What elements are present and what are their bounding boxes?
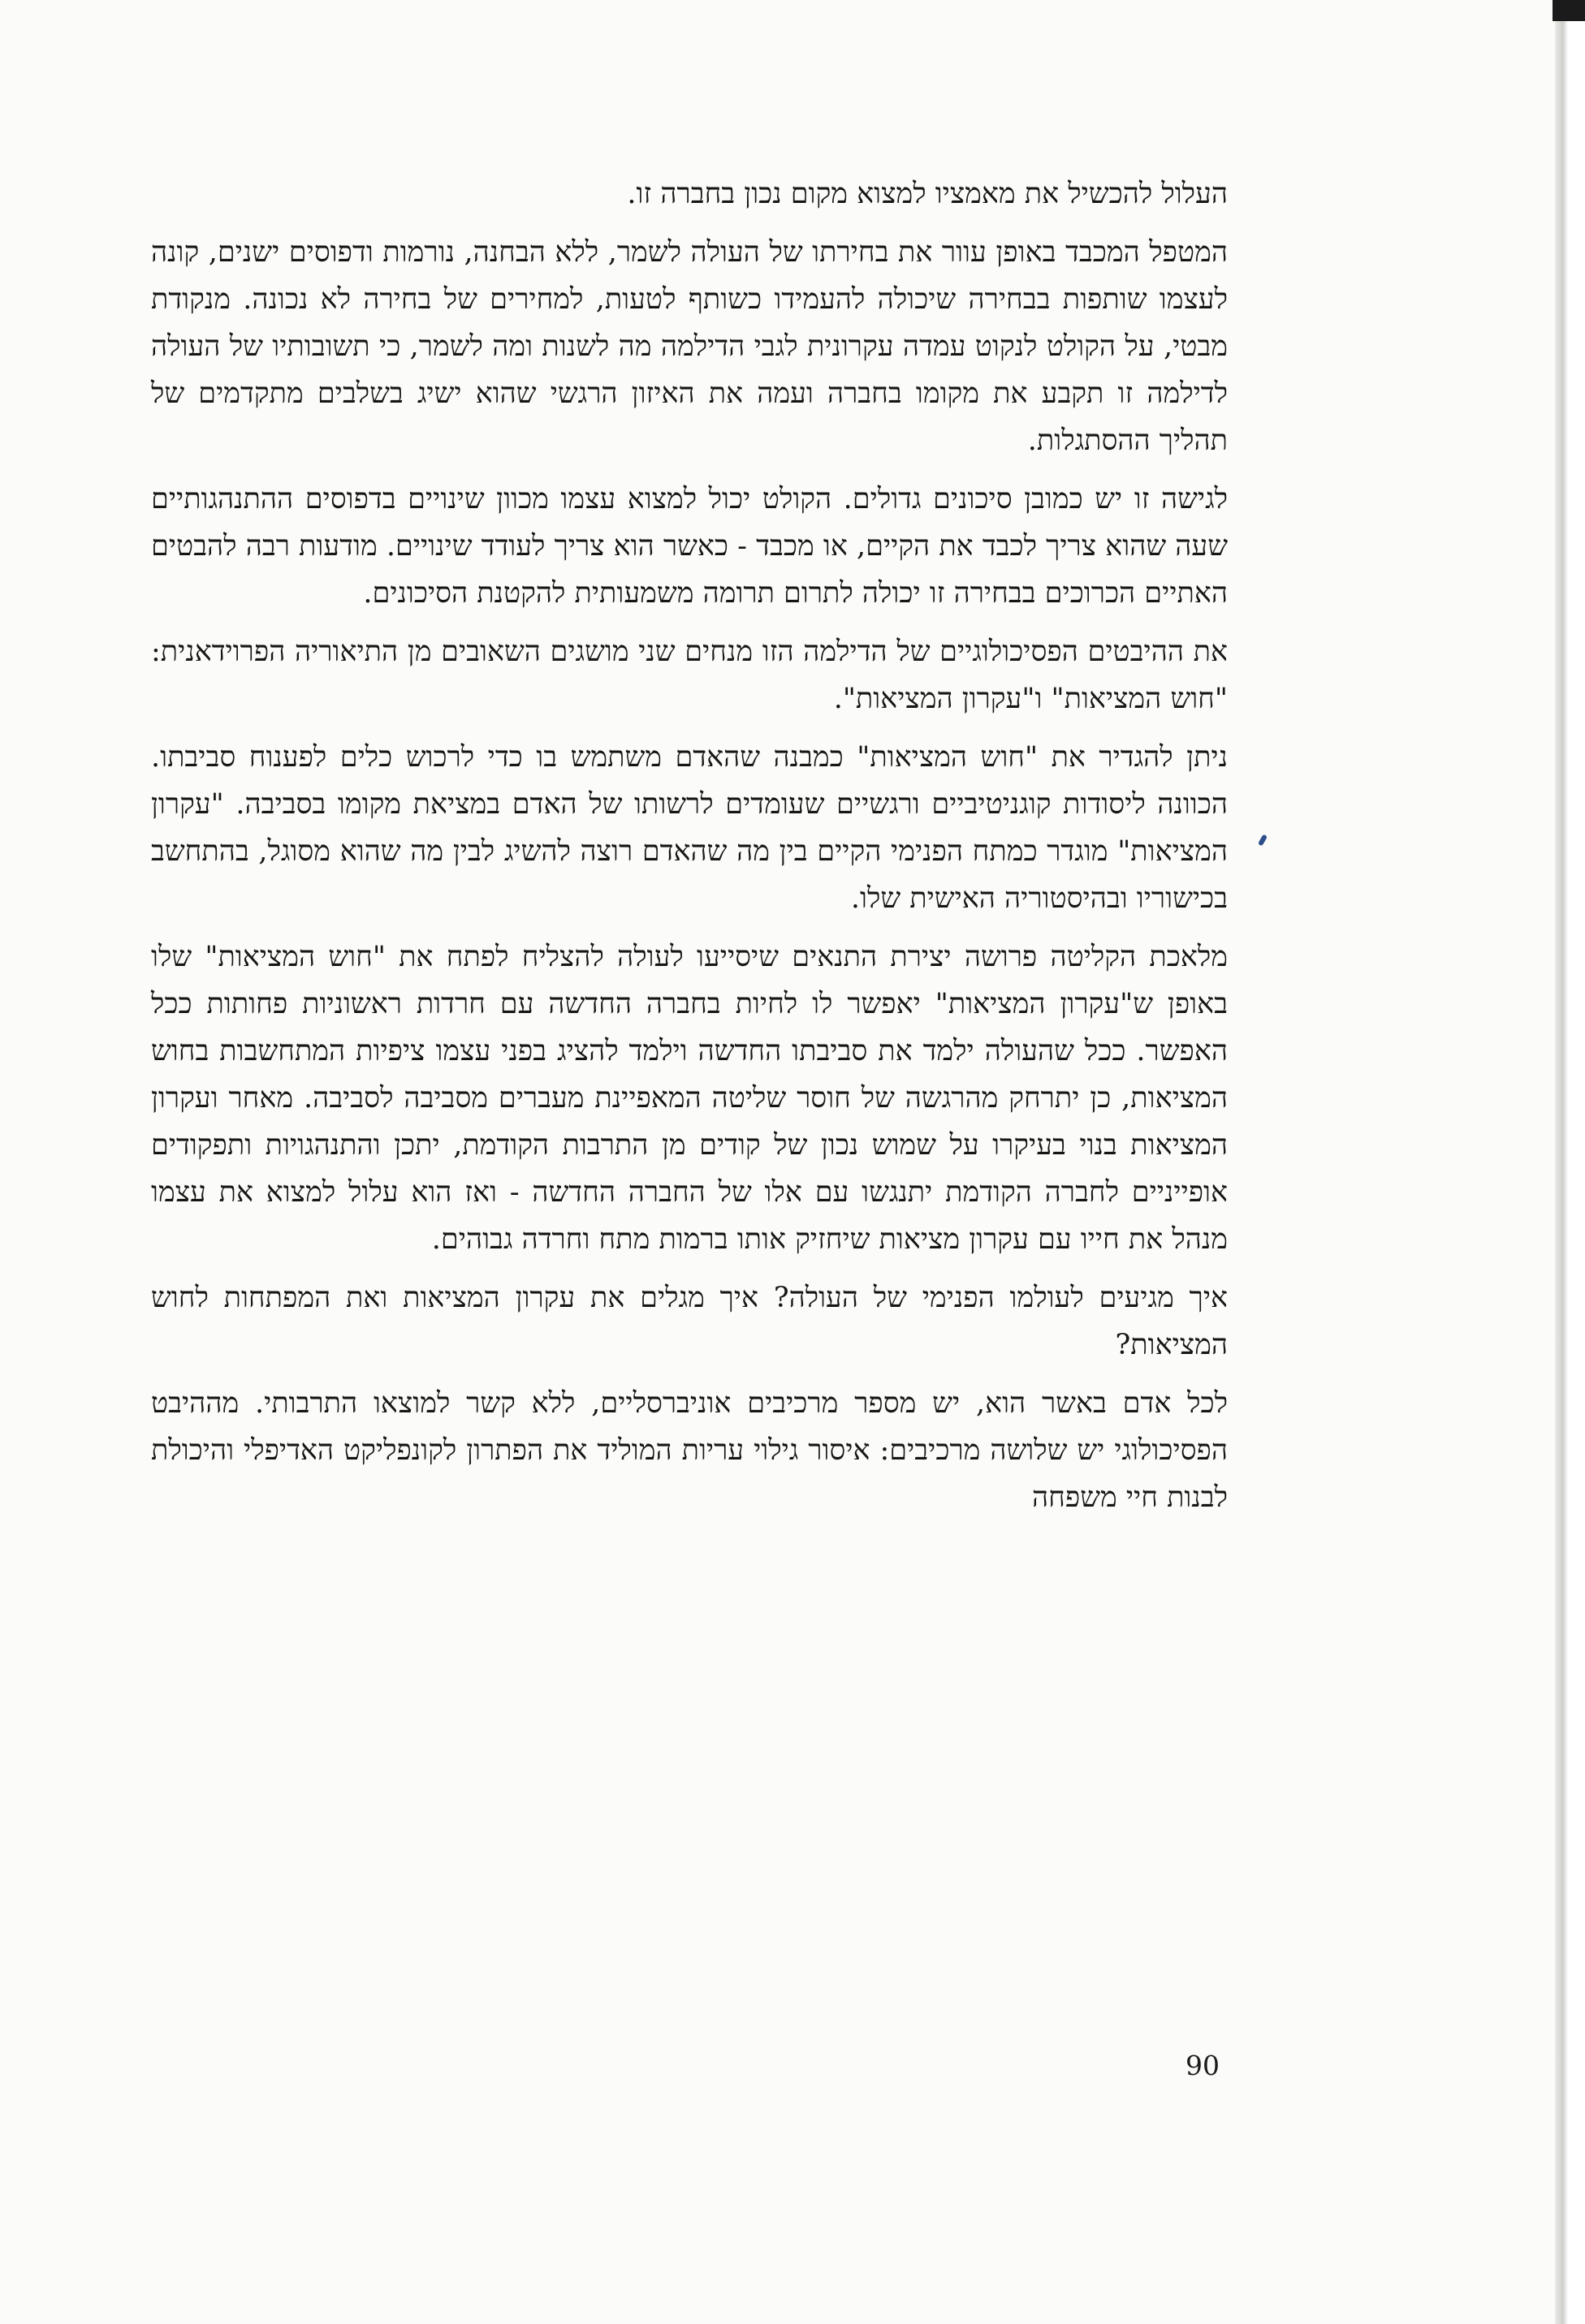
paragraph: המטפל המכבד באופן עוור את בחירתו של העולה לשמר, ללא הבחנה, נורמות ודפוסים ישנים, קונה לעצמו שותפות בבחירה שיכולה להעמידו כשותף לטעות, למחירים של בחירה לא נכונה. מנקודת מבטי, על הקולט לנקוט עמדה עקרונית לגבי הדילמה מה לשנות ומה לשמר, כי תשובותיו של העולה לדילמה זו תקבע את מקומו בחברה ועמה את האיזון הרגשי שהוא ישיג בשלבים מתקדמים של תהליך ההסתגלות. bbox=[151, 236, 1228, 457]
paragraph: איך מגיעים לעולמו הפנימי של העולה? איך מגלים את עקרון המציאות ואת המפתחות לחוש המציאות? bbox=[151, 1282, 1228, 1361]
page-edge bbox=[1555, 0, 1585, 2324]
paragraph: לכל אדם באשר הוא, יש מספר מרכיבים אוניברסליים, ללא קשר למוצאו התרבותי. מההיבט הפסיכולוגי יש שלושה מרכיבים: איסור גילוי עריות המוליד את הפתרון לקונפליקט האדיפלי והיכולת לבנות חיי משפחה bbox=[151, 1387, 1228, 1514]
paragraph: לגישה זו יש כמובן סיכונים גדולים. הקולט יכול למצוא עצמו מכוון שינויים בדפוסים ההתנהגותיים שעה שהוא צריך לכבד את הקיים, או מכבד - כאשר הוא צריך לעודד שינויים. מודעות רבה להבטים האתיים הכרוכים בבחירה זו יכולה לתרום תרומה משמעותית להקטנת הסיכונים. bbox=[151, 483, 1228, 610]
paragraph: את ההיבטים הפסיכולוגיים של הדילמה הזו מנחים שני מושגים השאובים מן התיאוריה הפרוידאנית: "חוש המציאות" ו"עקרון המציאות". bbox=[151, 636, 1228, 715]
paragraph: ניתן להגדיר את "חוש המציאות" כמבנה שהאדם משתמש בו כדי לרכוש כלים לפענוח סביבתו. הכוונה ליסודות קוגניטיביים ורגשיים שעומדים לרשותו של האדם במציאת מקומו בסביבה. "עקרון המציאות" מוגדר כמתח הפנימי הקיים בין מה שהאדם רוצה להשיג לבין מה שהוא מסוגל, בהתחשב בכישוריו ובהיסטוריה האישית שלו. bbox=[151, 741, 1228, 915]
ink-mark bbox=[1258, 834, 1268, 846]
paragraph: העלול להכשיל את מאמציו למצוא מקום נכון בחברה זו. bbox=[627, 178, 1228, 210]
body-text bbox=[151, 170, 1228, 1533]
page-number: 90 bbox=[1186, 2050, 1220, 2081]
scan-corner-mark bbox=[1553, 0, 1585, 21]
paragraph: מלאכת הקליטה פרושה יצירת התנאים שיסייעו לעולה להצליח לפתח את "חוש המציאות" שלו באופן ש"עקרון המציאות" יאפשר לו לחיות בחברה החדשה עם חרדות ראשוניות פחותות ככל האפשר. ככל שהעולה ילמד את סביבתו החדשה וילמד להציג בפני עצמו ציפיות המתחשבות בחוש המציאות, כן יתרחק מהרגשה של חוסר שליטה המאפיינת מעברים מסביבה לסביבה. מאחר ועקרון המציאות בנוי בעיקרו על שמוש נכון של קודים מן התרבות הקודמת, יתכן והתנהגויות ותפקודים אופייניים לחברה הקודמת יתנגשו עם אלו של החברה החדשה - ואז הוא עלול למצוא את עצמו מנהל את חייו עם עקרון מציאות שיחזיק אותו ברמות מתח וחרדה גבוהים. bbox=[151, 941, 1228, 1256]
